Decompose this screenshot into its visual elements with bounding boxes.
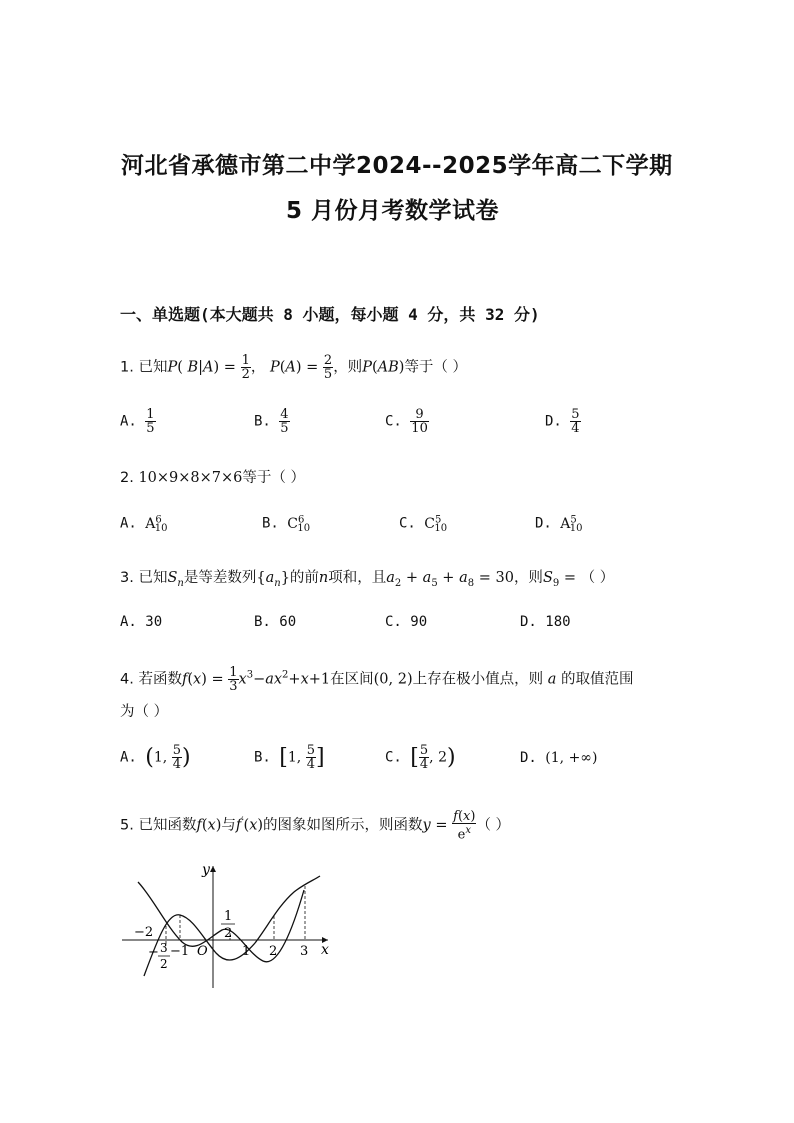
title-line1: 河北省承德市第二中学2024--2025学年高二下学期 (121, 153, 673, 179)
question-1: 1. 已知P( B|A) = $\frac{1}{2}$ ， P(A) = $\frac{2}{5}$ ，则P(AB)等于（ ） (120, 353, 468, 382)
question-5: 5. 已知函数f(x)与f′(x)的图象如图所示，则函数y = $\frac{f(x)}{e^x}$ （ ） (120, 809, 511, 843)
question-4: 4. 若函数f(x) = $\frac{1}{3}$ $x^3-ax^2+x+1$在区间(0, 2)上存在极小值点，则 a 的取值范围 (120, 665, 634, 694)
q3-option-b: B. 60 (254, 614, 297, 630)
tick-neg1: −1 (170, 944, 190, 959)
q1-prefix: 1. 已知 (120, 359, 168, 376)
tick-3: 3 (300, 944, 309, 959)
section-header: 一、单选题(本大题共 8 小题，每小题 4 分，共 32 分) (120, 305, 540, 324)
q4-option-c: C. [ $\frac{5}{4}$ , 2) (385, 743, 456, 772)
q4-option-b: B. [1, $\frac{5}{4}$ ] (254, 743, 325, 772)
title-line2: 5 月份月考数学试卷 (286, 198, 500, 224)
function-graph (118, 858, 348, 993)
q2-option-a: A. $A^6_{10}$ (120, 514, 168, 535)
svg-text:2: 2 (224, 926, 233, 941)
tick-neg2: −2 (134, 925, 154, 940)
svg-text:1: 1 (224, 909, 233, 924)
svg-text:−: − (148, 945, 159, 960)
q2-expression: 10×9×8×7×6 (138, 470, 243, 486)
tick-1: 1 (242, 944, 251, 959)
svg-text:2: 2 (160, 957, 168, 971)
q2-option-c: C. $C^5_{10}$ (399, 514, 448, 535)
q1-suffix: 等于（ ） (404, 359, 468, 376)
q2-option-d: D. $A^5_{10}$ (535, 514, 583, 535)
q1-sep: ， (250, 359, 266, 376)
q4-option-d: D. (1, +∞) (520, 750, 598, 766)
q3-option-c: C. 90 (385, 614, 428, 630)
q1-option-b: B. $\frac{4}{5}$ (254, 407, 289, 436)
q2-option-b: B. $C^6_{10}$ (262, 514, 311, 535)
q1-option-a: A. $\frac{1}{5}$ (120, 407, 155, 436)
q4-option-a: A. (1, $\frac{5}{4}$ ) (120, 743, 191, 772)
q1-option-d: D. $\frac{5}{4}$ (545, 407, 580, 436)
q1-option-c: C. $\frac{9}{10}$ (385, 407, 428, 436)
q3-option-a: A. 30 (120, 614, 163, 630)
q4-line2: 为（ ） (120, 704, 169, 720)
tick-2: 2 (269, 944, 278, 959)
y-axis-label: y (202, 862, 210, 878)
origin-label: O (197, 944, 208, 959)
question-2: 2. 10×9×8×7×6等于（ ） (120, 470, 306, 486)
q3-option-d: D. 180 (520, 614, 571, 630)
x-axis-label: x (321, 942, 329, 958)
question-3: 3. 已知$S_n$是等差数列$\{a_n\}$的前n项和，且$a_2 + a_5 + a_8 = 30$，则$S_9$ = （ ） (120, 570, 615, 589)
svg-text:3: 3 (160, 941, 168, 955)
q1-mid: ，则 (333, 359, 363, 376)
